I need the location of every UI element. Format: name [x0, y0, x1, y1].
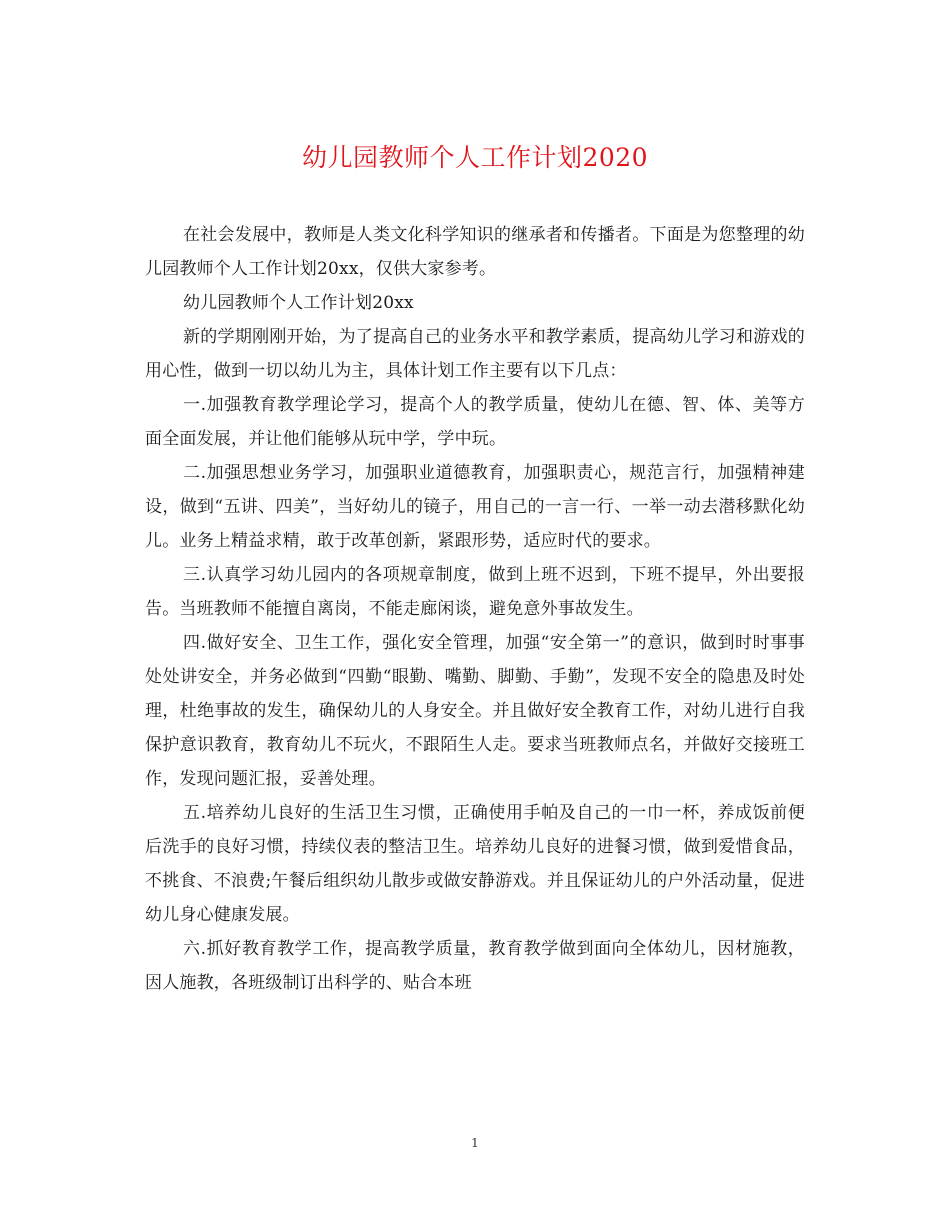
document-title: 幼儿园教师个人工作计划2020: [301, 143, 649, 172]
paragraph-item-2: 二.加强思想业务学习，加强职业道德教育，加强职责心，规范言行，加强精神建设，做到“五讲、四美”，当好幼儿的镜子，用自己的一言一行、一举一动去潜移默化幼儿。业务上精益求精，敢于改革创新，紧跟形势，适应时代的要求。: [145, 463, 805, 551]
document-body: [145, 218, 805, 1000]
paragraph-item-6: 六.抓好教育教学工作，提高教学质量，教育教学做到面向全体幼儿，因材施教，因人施教，各班级制订出科学的、贴合本班: [145, 939, 805, 993]
paragraph-overview: 新的学期刚刚开始，为了提高自己的业务水平和教学素质，提高幼儿学习和游戏的用心性，做到一切以幼儿为主，具体计划工作主要有以下几点：: [145, 327, 805, 381]
paragraph-item-4: 四.做好安全、卫生工作，强化安全管理，加强“安全第一”的意识，做到时时事事处处讲安全，并务必做到“四勤“眼勤、嘴勤、脚勤、手勤”，发现不安全的隐患及时处理，杜绝事故的发生，确保幼儿的人身安全。并且做好安全教育工作，对幼儿进行自我保护意识教育，教育幼儿不玩火，不跟陌生人走。要求当班教师点名，并做好交接班工作，发现问题汇报，妥善处理。: [145, 633, 805, 789]
paragraph-item-1: 一.加强教育教学理论学习，提高个人的教学质量，使幼儿在德、智、体、美等方面全面发展，并让他们能够从玩中学，学中玩。: [145, 395, 805, 449]
paragraph-item-3: 三.认真学习幼儿园内的各项规章制度，做到上班不迟到，下班不提早，外出要报告。当班教师不能擅自离岗，不能走廊闲谈，避免意外事故发生。: [145, 565, 805, 619]
paragraph-subtitle: 幼儿园教师个人工作计划20xx: [183, 293, 414, 313]
page-number: 1: [471, 1136, 479, 1150]
paragraph-item-5: 五.培养幼儿良好的生活卫生习惯，正确使用手帕及自己的一巾一杯，养成饭前便后洗手的良好习惯，持续仪表的整洁卫生。培养幼儿良好的进餐习惯，做到爱惜食品，不挑食、不浪费;午餐后组织幼儿散步或做安静游戏。并且保证幼儿的户外活动量，促进幼儿身心健康发展。: [145, 803, 805, 925]
paragraph-intro: 在社会发展中，教师是人类文化科学知识的继承者和传播者。下面是为您整理的幼儿园教师个人工作计划20xx，仅供大家参考。: [145, 225, 805, 279]
